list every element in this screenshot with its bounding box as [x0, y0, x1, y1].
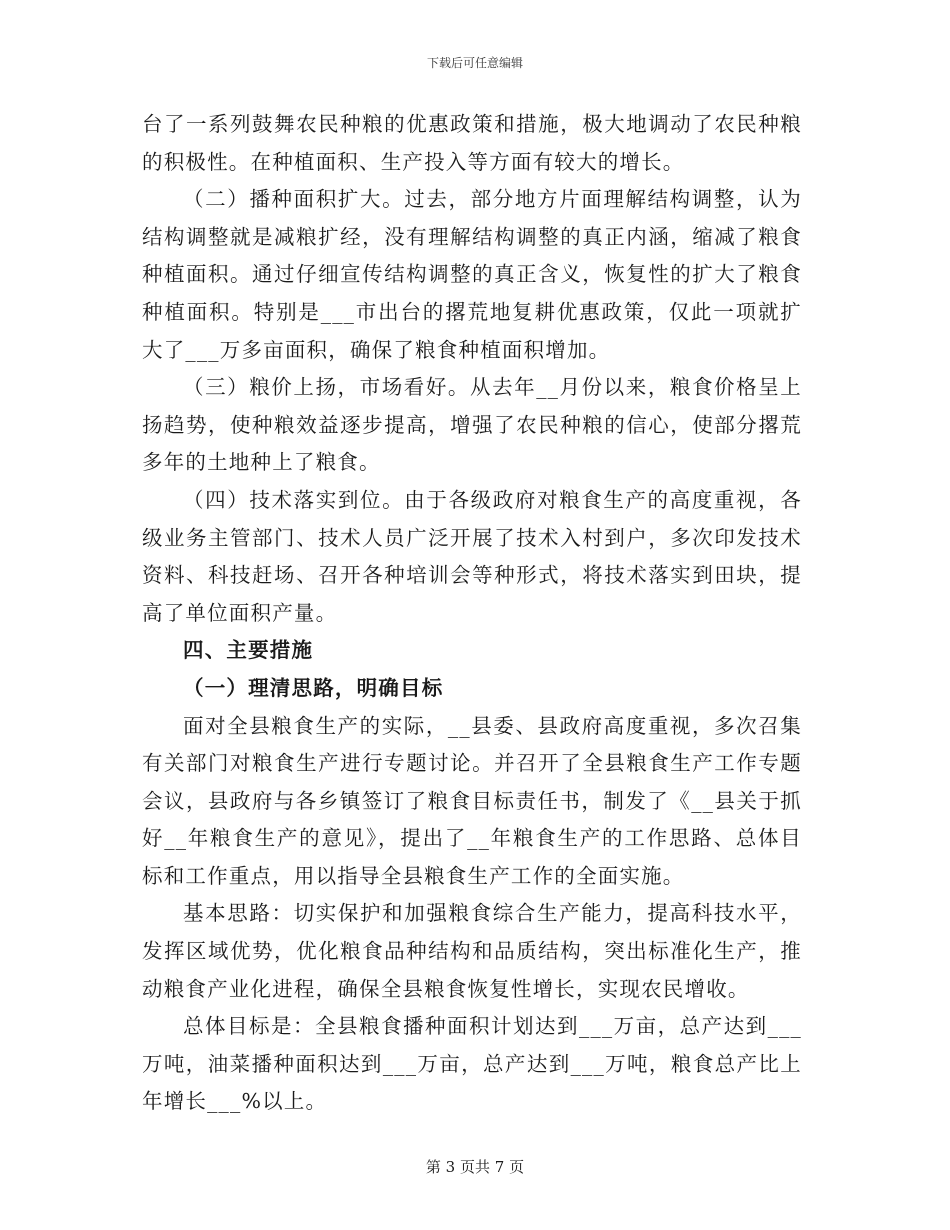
subsection-heading-goals: （一）理清思路，明确目标 [183, 675, 444, 700]
paragraph-continuation: 台了一系列鼓舞农民种粮的优惠政策和措施，极大地调动了农民种粮的积极性。在种植面积、生产投入等方面有较大的增长。 [142, 112, 802, 174]
paragraph-overall-goal: 总体目标是：全县粮食播种面积计划达到___万亩，总产达到___万吨，油菜播种面积达到___万亩，总产达到___万吨，粮食总产比上年增长___%以上。 [142, 1014, 802, 1114]
paragraph-technology: （四）技术落实到位。由于各级政府对粮食生产的高度重视，各级业务主管部门、技术人员广泛开展了技术入村到户，多次印发技术资料、科技赶场、召开各种培训会等种形式，将技术落实到田块，提高了单位面积产量。 [142, 487, 802, 625]
page-footer: 第 3 页共 7 页 [425, 1158, 525, 1176]
paragraph-grain-price: （三）粮价上扬，市场看好。从去年__月份以来，粮食价格呈上扬趋势，使种粮效益逐步提高，增强了农民种粮的信心，使部分撂荒多年的土地种上了粮食。 [142, 375, 802, 475]
paragraph-sown-area: （二）播种面积扩大。过去，部分地方片面理解结构调整，认为结构调整就是减粮扩经，没有理解结构调整的真正内涵，缩减了粮食种植面积。通过仔细宣传结构调整的真正含义，恢复性的扩大了粮食种植面积。特别是___市出台的撂荒地复耕优惠政策，仅此一项就扩大了___万多亩面积，确保了粮食种植面积增加。 [142, 187, 802, 362]
page-header: 下载后可任意编辑 [426, 56, 523, 70]
document-body [142, 106, 802, 1121]
paragraph-county-actions: 面对全县粮食生产的实际，__县委、县政府高度重视，多次召集有关部门对粮食生产进行专题讨论。并召开了全县粮食生产工作专题会议，县政府与各乡镇签订了粮食目标责任书，制发了《__县关于抓好__年粮食生产的意见》，提出了__年粮食生产的工作思路、总体目标和工作重点，用以指导全县粮食生产工作的全面实施。 [142, 713, 802, 888]
section-heading-main-measures: 四、主要措施 [183, 638, 314, 663]
paragraph-basic-approach: 基本思路：切实保护和加强粮食综合生产能力，提高科技水平，发挥区域优势，优化粮食品种结构和品质结构，突出标准化生产，推动粮食产业化进程，确保全县粮食恢复性增长，实现农民增收。 [142, 901, 802, 1001]
